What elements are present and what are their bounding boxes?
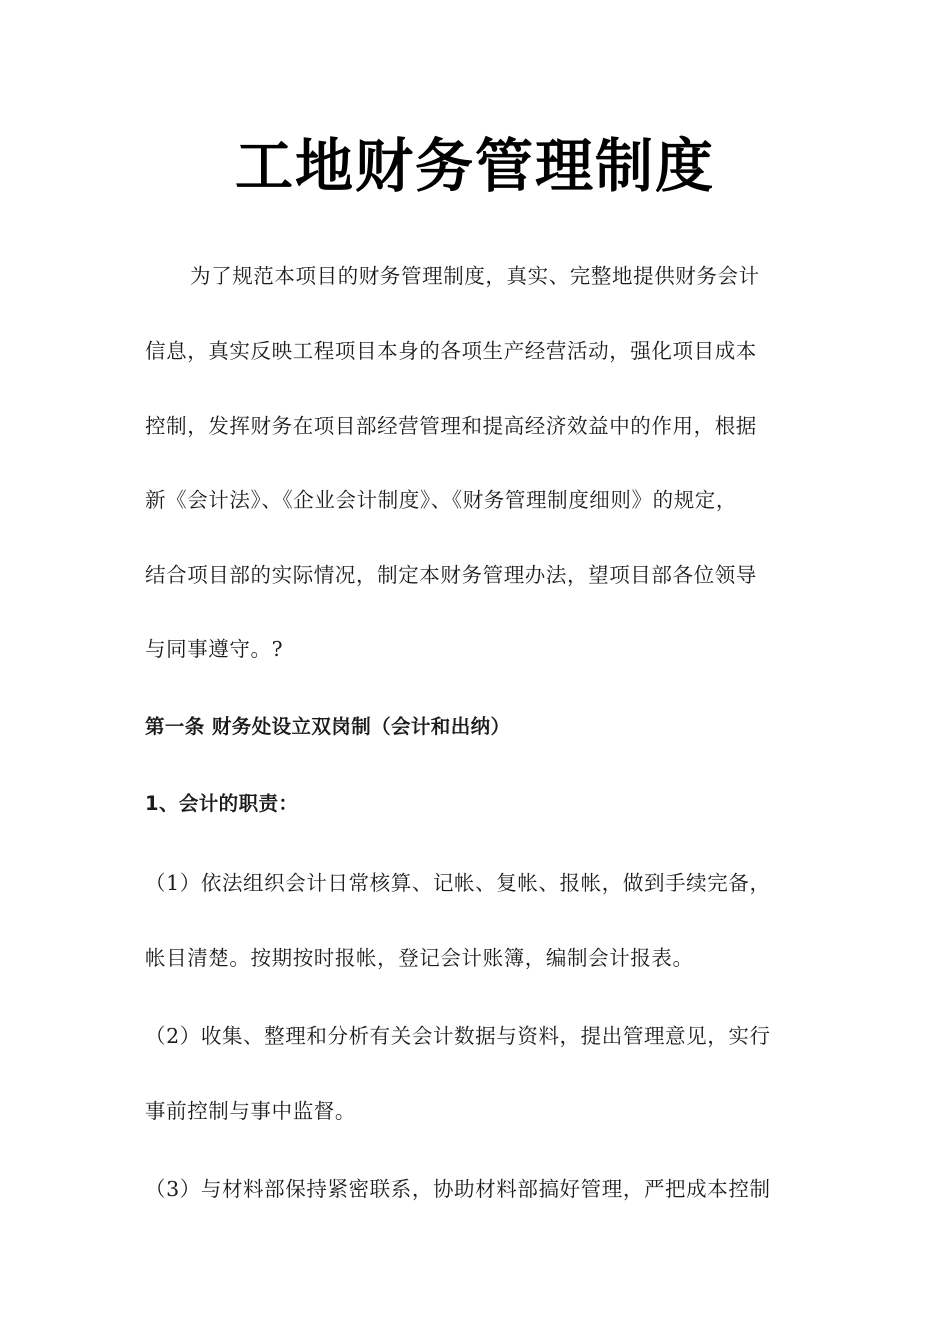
duty-3-line-1: （3）与材料部保持紧密联系，协助材料部搞好管理，严把成本控制 [145,1177,771,1201]
duty-1-line-2: 帐目清楚。按期按时报帐，登记会计账簿，编制会计报表。 [145,946,694,970]
section-1-heading: 1、会计的职责： [145,792,299,815]
intro-line-4: 新《会计法》、《企业会计制度》、《财务管理制度细则》的规定， [145,488,737,512]
duty-2-line-2: 事前控制与事中监督。 [145,1099,356,1123]
intro-line-5: 结合项目部的实际情况，制定本财务管理办法，望项目部各位领导 [145,563,757,587]
intro-line-3: 控制，发挥财务在项目部经营管理和提高经济效益中的作用，根据 [145,414,757,438]
intro-line-6: 与同事遵守。? [145,637,284,661]
document-title: 工地财务管理制度 [234,132,715,200]
duty-1-line-1: （1）依法组织会计日常核算、记帐、复帐、报帐，做到手续完备， [145,871,771,895]
intro-line-2: 信息，真实反映工程项目本身的各项生产经营活动，强化项目成本 [145,339,757,363]
intro-line-1: 为了规范本项目的财务管理制度，真实、完整地提供财务会计 [190,264,760,288]
duty-2-line-1: （2）收集、整理和分析有关会计数据与资料，提出管理意见，实行 [145,1024,771,1048]
article-1-heading: 第一条 财务处设立双岗制（会计和出纳） [145,715,511,738]
